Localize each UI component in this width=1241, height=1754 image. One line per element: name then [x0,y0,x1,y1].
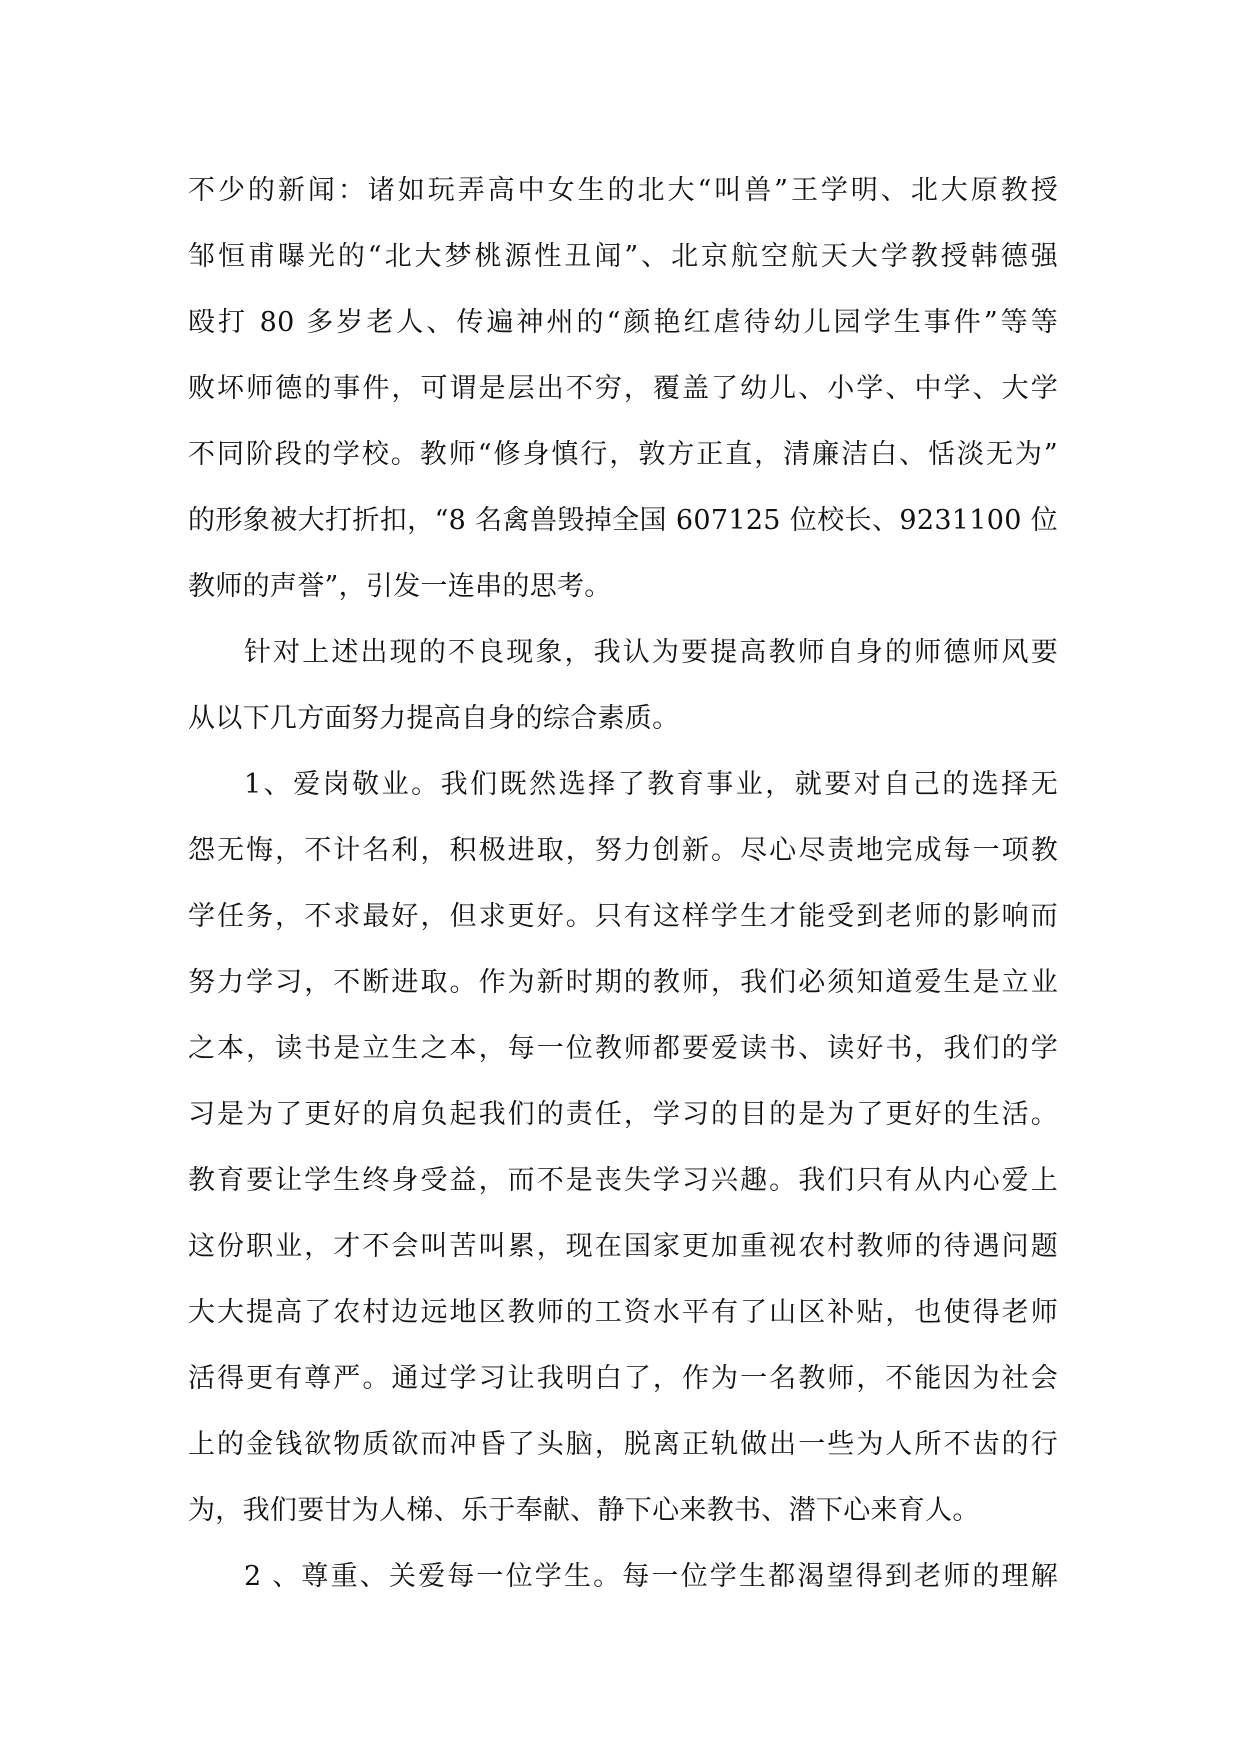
text-line: 大大提高了农村边远地区教师的工资水平有了山区补贴，也使得老师 [188,1297,1058,1328]
text-line: 习是为了更好的肩负起我们的责任，学习的目的是为了更好的生活。 [188,1099,1058,1130]
text-line: 2 、尊重、关爱每一位学生。每一位学生都渴望得到老师的理解 [244,1561,1058,1592]
body-text [188,158,1058,1610]
text-line: 为，我们要甘为人梯、乐于奉献、静下心来教书、潜下心来育人。 [188,1495,980,1526]
text-line: 教师的声誉”，引发一连串的思考。 [188,571,612,602]
text-line: 怨无悔，不计名利，积极进取，努力创新。尽心尽责地完成每一项教 [188,835,1058,866]
text-line: 不同阶段的学校。教师“修身慎行，敦方正直，清廉洁白、恬淡无为” [188,439,1058,470]
text-line: 从以下几方面努力提高自身的综合素质。 [188,703,680,734]
text-line: 教育要让学生终身受益，而不是丧失学习兴趣。我们只有从内心爱上 [188,1165,1058,1196]
text-line: 邹恒甫曝光的“北大梦桃源性丑闻”、北京航空航天大学教授韩德强 [188,241,1058,272]
text-line: 学任务，不求最好，但求更好。只有这样学生才能受到老师的影响而 [188,901,1058,932]
text-line: 的形象被大打折扣，“8 名禽兽毁掉全国 607125 位校长、9231100 位 [188,505,1058,536]
text-line: 上的金钱欲物质欲而冲昏了头脑，脱离正轨做出一些为人所不齿的行 [188,1429,1058,1460]
text-line: 活得更有尊严。通过学习让我明白了，作为一名教师，不能因为社会 [188,1363,1058,1394]
text-line: 努力学习，不断进取。作为新时期的教师，我们必须知道爱生是立业 [188,967,1058,998]
text-line: 殴打 80 多岁老人、传遍神州的“颜艳红虐待幼儿园学生事件”等等 [188,307,1058,338]
text-line: 针对上述出现的不良现象，我认为要提高教师自身的师德师风要 [244,637,1058,668]
text-line: 不少的新闻：诸如玩弄高中女生的北大“叫兽”王学明、北大原教授 [188,175,1058,206]
text-line: 这份职业，才不会叫苦叫累，现在国家更加重视农村教师的待遇问题 [188,1231,1058,1262]
text-line: 败坏师德的事件，可谓是层出不穷，覆盖了幼儿、小学、中学、大学 [188,373,1058,404]
text-line: 之本，读书是立生之本，每一位教师都要爱读书、读好书，我们的学 [188,1033,1058,1064]
text-line: 1、爱岗敬业。我们既然选择了教育事业，就要对自己的选择无 [244,769,1058,800]
